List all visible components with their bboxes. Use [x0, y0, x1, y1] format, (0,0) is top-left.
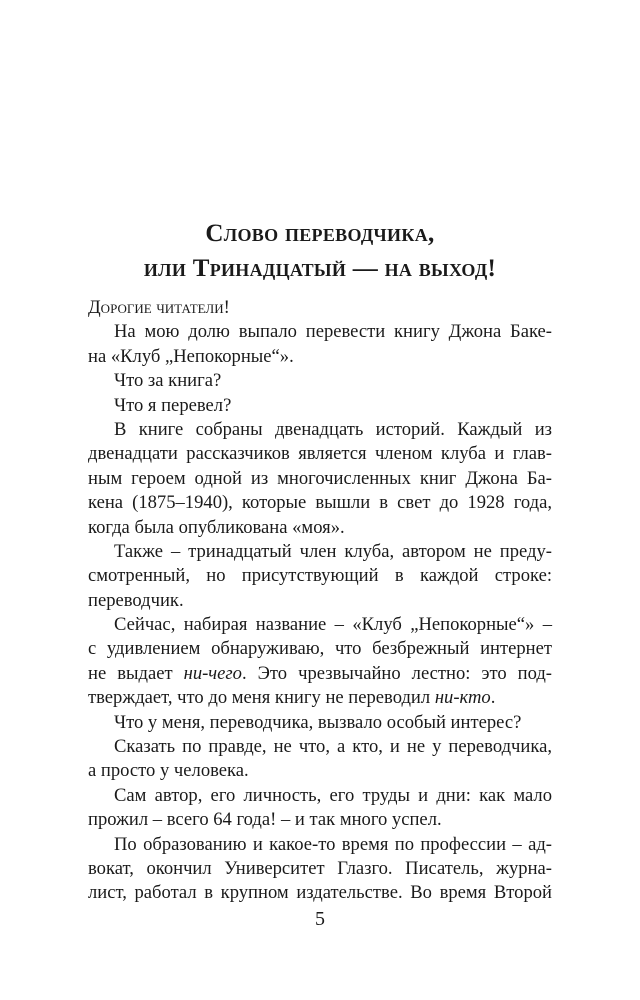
text-line: когда была опубликована «моя».	[88, 516, 345, 538]
text-line: на «Клуб „Непокорные“».	[88, 345, 294, 367]
text-fragment: тверждает, что до меня книгу не переводил	[88, 687, 435, 709]
italic-fragment: ни-кто	[434, 687, 491, 709]
text-line: Что у меня, переводчика, вызвало особый интерес?	[114, 711, 522, 733]
heading-line-2: или Тринадцатый — на выход!	[143, 255, 497, 282]
text-line: Сказать по правде, не что, а кто, и не у переводчика,	[114, 736, 552, 758]
body-text	[88, 296, 552, 906]
text-line: лист, работал в крупном издательстве. Во время Второй	[88, 882, 552, 904]
text-line: На мою долю выпало перевести книгу Джона Баке-	[114, 321, 552, 343]
text-line: двенадцати рассказчиков является членом клуба и глав-	[88, 443, 552, 465]
text-line: В книге собраны двенадцать историй. Каждый из	[114, 418, 552, 440]
book-page	[88, 0, 552, 1000]
text-fragment: не выдает	[88, 662, 184, 684]
text-line	[88, 662, 552, 686]
chapter-heading	[88, 216, 552, 286]
text-line	[88, 686, 552, 710]
text-line: По образованию и какое-то время по профессии – ад-	[114, 833, 552, 855]
text-line: Также – тринадцатый член клуба, автором не преду-	[114, 540, 552, 562]
text-line: Сам автор, его личность, его труды и дни: как мало	[114, 784, 552, 806]
text-line: Сейчас, набирая название – «Клуб „Непокорные“» –	[114, 614, 552, 636]
text-line: прожил – всего 64 года! – и так много успел.	[88, 809, 442, 831]
text-line: Что за книга?	[114, 370, 222, 392]
page-number: 5	[315, 908, 325, 930]
salutation: Дорогие читатели!	[88, 297, 230, 318]
text-line: Что я перевел?	[114, 394, 232, 416]
text-line: переводчик.	[88, 589, 184, 611]
text-fragment: .	[490, 687, 496, 709]
text-line: с удивлением обнаруживаю, что безбрежный интернет	[88, 638, 552, 660]
text-line: кена (1875–1940), которые вышли в свет до 1928 года,	[88, 492, 552, 514]
text-line: ным героем одной из многочисленных книг Джона Ба-	[88, 467, 552, 489]
text-line: вокат, окончил Университет Глазго. Писатель, журна-	[88, 857, 552, 879]
heading-line-1: Слово переводчика,	[205, 220, 435, 247]
text-fragment: . Это чрезвычайно лестно: это под-	[241, 662, 552, 684]
italic-fragment: ни-чего	[183, 662, 242, 684]
text-line: а просто у человека.	[88, 760, 249, 782]
text-line: смотренный, но присутствующий в каждой строке:	[88, 565, 552, 587]
